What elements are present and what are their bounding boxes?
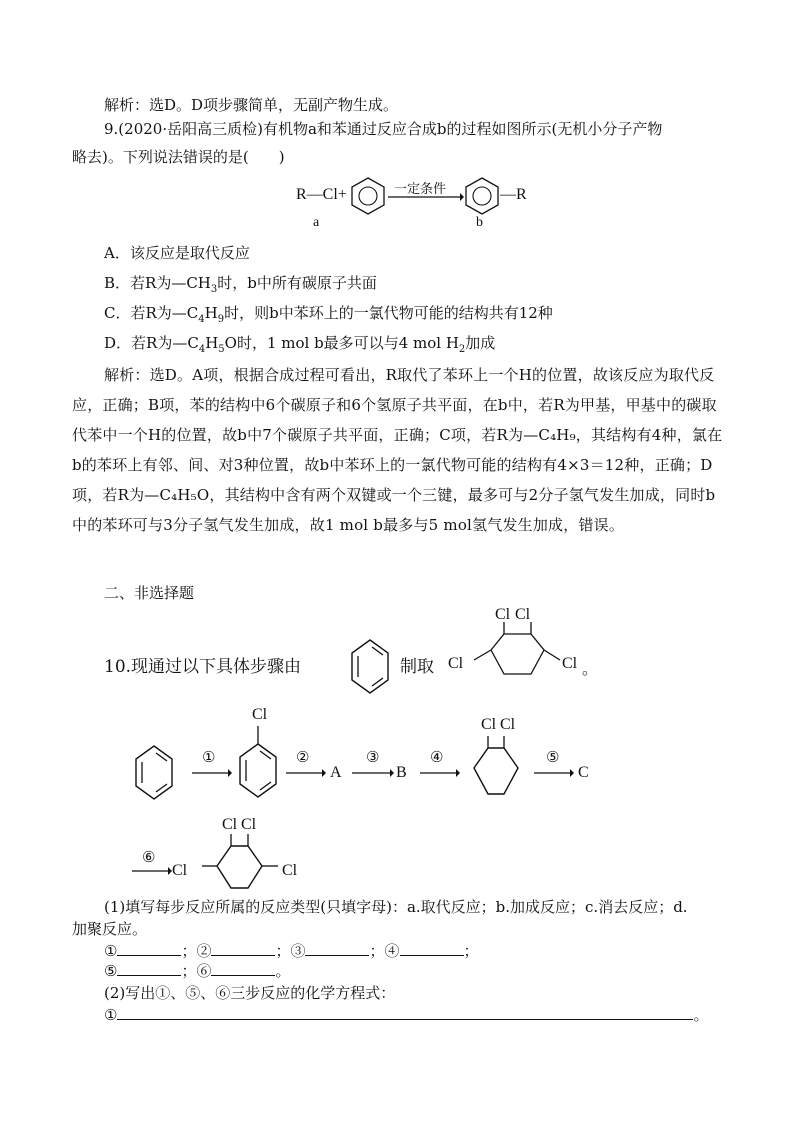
answer-blank-5[interactable]: [117, 961, 181, 976]
q10-stem-end: 。: [582, 659, 599, 678]
reaction-arrow-icon: [388, 192, 464, 202]
step-2-arrow-icon: [286, 768, 326, 778]
reactant-r-cl: R—Cl+: [296, 186, 347, 203]
label-b: b: [476, 215, 483, 230]
benzene-start-icon: [134, 744, 174, 802]
synthesis-route-row2: [130, 812, 330, 892]
step-4-label: ④: [430, 748, 444, 766]
cl-top-1: Cl: [495, 606, 511, 623]
label-a: a: [313, 215, 320, 230]
q10-sub1-line2: 加聚反应。: [72, 920, 148, 938]
q9-option-c: C．若R为$—C_4H_9$时，则b中苯环上的一氯代物可能的结构共有12种: [104, 304, 553, 325]
benzene-icon: [350, 638, 390, 696]
step-3-arrow-icon: [352, 768, 394, 778]
step-4-arrow-icon: [420, 768, 460, 778]
answer-blank-2[interactable]: [211, 941, 275, 956]
benzene-ring-icon: [350, 176, 386, 216]
q10-stem: [104, 600, 624, 700]
intermediate-c: C: [578, 764, 589, 781]
q9-analysis: 解析：选D。A项，根据合成过程可看出，R取代了苯环上一个H的位置，故该反应为取代反应，正确；B项，苯的结构中6个碳原子和6个氢原子共平面，在b中，若R为甲基，甲基中的碳取代苯中一个H的位置，故b中7个碳原子共平面，正确；C项，若R为—C₄H₉，其结构有4种，氯在b的苯环上有邻、间、对3种位置，故b中苯环上的一氯代物可能的结构有4×3＝12种，正确；D项，若R为—C₄H₅O，其结构中含有两个双键或一个三键，最多可与2分子氢气发生加成，同时b中的苯环可与3分子氢气发生加成，故1 mol b最多与5 mol氢气发生加成，错误。: [72, 366, 723, 534]
cl-top-2: Cl: [515, 606, 531, 623]
dichlorocyclohexane-icon: [466, 734, 526, 800]
intermediate-b: B: [396, 764, 407, 781]
product-cl-right: Cl: [282, 862, 298, 879]
step-5-label: ⑤: [546, 748, 560, 766]
product-cl-top-2: Cl: [241, 816, 257, 833]
q10-stem-pre: 10.现通过以下具体步骤由: [104, 657, 302, 677]
step-6-label: ⑥: [142, 848, 156, 866]
chlorobenzene-cl: Cl: [252, 706, 268, 723]
answer-blank-4[interactable]: [400, 941, 464, 956]
q10-stem-mid: 制取: [400, 657, 434, 677]
answer-blank-1[interactable]: [117, 941, 181, 956]
q9-option-d: D．若R为$—C_4H_5O$时，1 mol b最多可以与4 mol $H_2$加成: [104, 334, 496, 355]
product-benzene-ring-icon: [464, 176, 500, 216]
q9-reaction-scheme: [290, 172, 540, 236]
product-cl-left: Cl: [172, 862, 188, 879]
q9-stem-line2: 略去)。下列说法错误的是( ): [72, 148, 285, 166]
q10-sub1-line1: (1)填写每步反应所属的反应类型(只填字母)：a.取代反应；b.加成反应；c.消去反应；d.: [104, 898, 688, 916]
step-5-arrow-icon: [534, 768, 574, 778]
q10-sub2: (2)写出①、⑤、⑥三步反应的化学方程式：: [104, 984, 396, 1002]
cl-right: Cl: [562, 655, 578, 672]
intermediate-a: A: [330, 764, 342, 781]
synthesis-route-row1: [130, 702, 600, 812]
dichloro-cl-1: Cl: [481, 716, 497, 733]
dichloro-cl-2: Cl: [500, 716, 516, 733]
equation-blank-1[interactable]: [117, 1005, 693, 1020]
q10-blanks-row2: ⑤ ；⑥ 。: [104, 962, 291, 980]
answer-blank-3[interactable]: [305, 941, 369, 956]
step-1-arrow-icon: [192, 768, 232, 778]
q8-analysis: 解析：选D。D项步骤简单，无副产物生成。: [104, 96, 399, 114]
q9-option-b: B．若R为$—CH_3$时，b中所有碳原子共面: [104, 274, 377, 295]
q9-option-a: A．该反应是取代反应: [104, 244, 250, 262]
step-1-label: ①: [202, 748, 216, 766]
product-cl-top-1: Cl: [222, 816, 238, 833]
section-heading: 二、非选择题: [104, 584, 195, 602]
step-6-arrow-icon: [132, 866, 172, 876]
step-2-label: ②: [296, 748, 310, 766]
answer-blank-6[interactable]: [211, 961, 275, 976]
product-r: —R: [500, 186, 527, 203]
chlorobenzene-icon: [238, 724, 278, 804]
cl-left: Cl: [448, 655, 464, 672]
q10-sub2-blank-line: ① 。: [104, 1006, 709, 1024]
product-tetrachlorocyclohexane-icon: [186, 832, 290, 892]
q9-stem-line1: 9.(2020·岳阳高三质检)有机物a和苯通过反应合成b的过程如图所示(无机小分子产物: [104, 120, 663, 138]
q10-blanks-row1: ① ；② ；③ ；④ ；: [104, 942, 479, 960]
reaction-condition: 一定条件: [394, 182, 447, 197]
step-3-label: ③: [366, 748, 380, 766]
